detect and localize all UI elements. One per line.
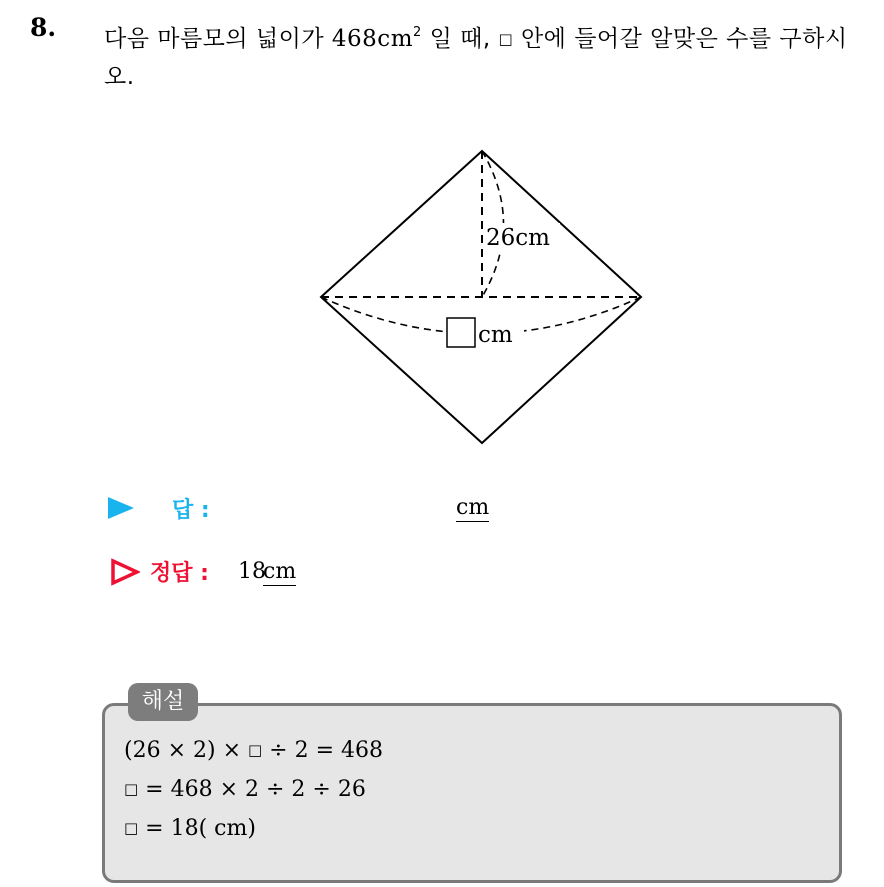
question-text-part2: 일 때,: [421, 26, 499, 52]
solution-line-1-part-b: ÷ 2 = 468: [262, 738, 384, 763]
blank-box: [447, 318, 475, 347]
correct-answer-label: 정답 :: [150, 561, 209, 586]
solution-tab: 해설: [128, 683, 198, 721]
answer-arrow-icon: [108, 497, 134, 519]
solution-blank-symbol: □: [124, 780, 139, 798]
solution-line-2-text: = 468 × 2 ÷ 2 ÷ 26: [138, 777, 366, 802]
solution-line-2: [124, 777, 366, 802]
answer-label: 답 :: [172, 498, 210, 523]
correct-answer-unit: cm: [263, 559, 297, 584]
question-text-part3: 안에 들어갈 알맞은 수를 구하시오.: [104, 26, 848, 90]
answer-unit: cm: [456, 495, 490, 520]
question-number: 8.: [30, 13, 57, 42]
solution-line-1: [124, 738, 383, 763]
correct-answer-value: 18: [238, 559, 266, 584]
solution-line-3-text: = 18( cm): [138, 816, 256, 841]
question-text-part1: 다음 마름모의 넓이가: [104, 26, 332, 52]
blank-symbol: □: [498, 30, 514, 48]
answer-row: [108, 493, 528, 527]
width-unit-label: cm: [478, 322, 513, 348]
solution-line-3: [124, 816, 256, 841]
solution-line-1-part-a: (26 × 2) ×: [124, 738, 248, 763]
area-exponent: 2: [413, 25, 422, 40]
solution-blank-symbol: □: [124, 819, 139, 837]
solution-blank-symbol: □: [248, 741, 263, 759]
height-label: 26cm: [486, 225, 550, 251]
correct-answer-arrow-icon: [110, 558, 140, 586]
correct-answer-row: [108, 556, 528, 590]
area-value: 468cm: [331, 26, 413, 52]
